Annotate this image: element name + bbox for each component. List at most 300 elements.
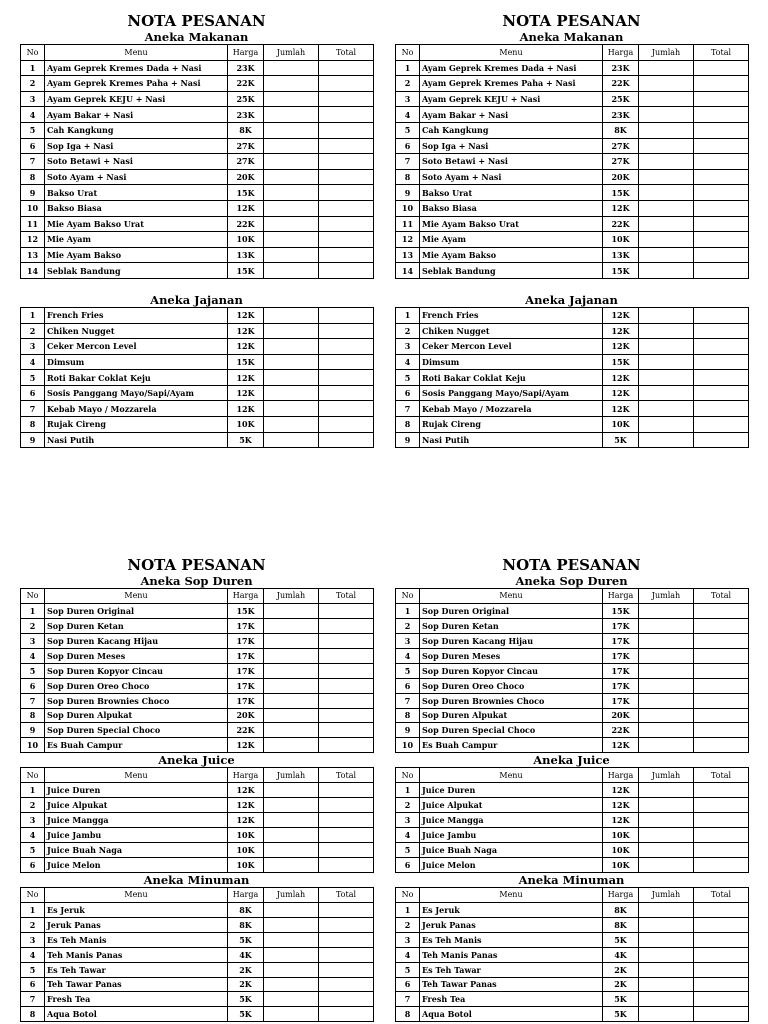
total-cell[interactable]: [319, 977, 374, 992]
quantity-cell[interactable]: [264, 91, 319, 107]
total-cell[interactable]: [694, 417, 749, 433]
form-title: NOTA PESANAN: [127, 12, 266, 30]
item-menu: Sop Iga + Nasi: [45, 138, 228, 154]
item-price: 2K: [228, 962, 264, 977]
total-cell[interactable]: [694, 232, 749, 248]
item-menu: Juice Duren: [420, 783, 603, 798]
item-price: 10K: [603, 828, 639, 843]
table-row: [396, 247, 749, 263]
quantity-cell[interactable]: [264, 663, 319, 678]
item-price: 13K: [603, 247, 639, 263]
total-cell[interactable]: [319, 370, 374, 386]
quantity-cell[interactable]: [264, 917, 319, 932]
total-cell[interactable]: [319, 263, 374, 279]
column-header-no: No: [396, 45, 420, 61]
item-menu: Sop Duren Original: [45, 603, 228, 618]
item-number: 10: [396, 200, 420, 216]
table-row: [21, 1007, 374, 1022]
quantity-cell[interactable]: [639, 216, 694, 232]
quantity-cell[interactable]: [639, 307, 694, 323]
total-cell[interactable]: [694, 385, 749, 401]
item-number: 7: [396, 693, 420, 708]
column-header-total: Total: [694, 887, 749, 902]
item-menu: Teh Manis Panas: [420, 947, 603, 962]
item-menu: Es Teh Manis: [420, 932, 603, 947]
item-price: 12K: [228, 738, 264, 753]
total-cell[interactable]: [694, 1007, 749, 1022]
total-cell[interactable]: [319, 902, 374, 917]
item-price: 15K: [603, 603, 639, 618]
total-cell[interactable]: [319, 708, 374, 723]
table-row: [396, 992, 749, 1007]
total-cell[interactable]: [694, 323, 749, 339]
item-price: 8K: [603, 122, 639, 138]
item-menu: Mie Ayam: [420, 232, 603, 248]
quantity-cell[interactable]: [264, 401, 319, 417]
quantity-cell[interactable]: [264, 169, 319, 185]
total-cell[interactable]: [319, 663, 374, 678]
quantity-cell[interactable]: [639, 708, 694, 723]
total-cell[interactable]: [319, 107, 374, 123]
table-row: [21, 783, 374, 798]
total-cell[interactable]: [694, 902, 749, 917]
quantity-cell[interactable]: [639, 678, 694, 693]
total-cell[interactable]: [694, 169, 749, 185]
total-cell[interactable]: [319, 401, 374, 417]
table-row: [396, 843, 749, 858]
quantity-cell[interactable]: [264, 354, 319, 370]
total-cell[interactable]: [694, 370, 749, 386]
item-price: 10K: [228, 417, 264, 433]
item-number: 3: [21, 91, 45, 107]
total-cell[interactable]: [694, 216, 749, 232]
quantity-cell[interactable]: [264, 902, 319, 917]
quantity-cell[interactable]: [639, 138, 694, 154]
quantity-cell[interactable]: [639, 354, 694, 370]
quantity-cell[interactable]: [264, 947, 319, 962]
quantity-cell[interactable]: [639, 693, 694, 708]
column-header-jumlah: Jumlah: [639, 887, 694, 902]
quantity-cell[interactable]: [639, 432, 694, 448]
total-cell[interactable]: [694, 992, 749, 1007]
item-menu: Sop Duren Alpukat: [420, 708, 603, 723]
item-number: 10: [21, 738, 45, 753]
table-row: [396, 432, 749, 448]
quantity-cell[interactable]: [264, 307, 319, 323]
total-cell[interactable]: [694, 813, 749, 828]
item-price: 12K: [603, 307, 639, 323]
item-price: 12K: [603, 401, 639, 417]
total-cell[interactable]: [319, 339, 374, 355]
item-price: 23K: [603, 107, 639, 123]
total-cell[interactable]: [319, 633, 374, 648]
quantity-cell[interactable]: [264, 932, 319, 947]
table-row: [21, 60, 374, 76]
menu-table: [395, 767, 749, 873]
item-number: 10: [396, 738, 420, 753]
total-cell[interactable]: [319, 1007, 374, 1022]
item-number: 13: [21, 247, 45, 263]
item-number: 8: [396, 417, 420, 433]
total-cell[interactable]: [319, 138, 374, 154]
item-number: 1: [21, 603, 45, 618]
quantity-cell[interactable]: [264, 200, 319, 216]
header-row: [396, 589, 749, 604]
form-title: NOTA PESANAN: [127, 556, 266, 574]
total-cell[interactable]: [694, 977, 749, 992]
total-cell[interactable]: [694, 354, 749, 370]
item-number: 7: [21, 154, 45, 170]
item-price: 17K: [228, 633, 264, 648]
quantity-cell[interactable]: [639, 76, 694, 92]
total-cell[interactable]: [694, 60, 749, 76]
quantity-cell[interactable]: [264, 843, 319, 858]
quantity-cell[interactable]: [639, 977, 694, 992]
item-number: 9: [396, 432, 420, 448]
quantity-cell[interactable]: [264, 977, 319, 992]
quantity-cell[interactable]: [639, 603, 694, 618]
total-cell[interactable]: [319, 813, 374, 828]
total-cell[interactable]: [694, 798, 749, 813]
item-price: 8K: [228, 917, 264, 932]
item-number: 8: [21, 169, 45, 185]
quantity-cell[interactable]: [639, 633, 694, 648]
total-cell[interactable]: [319, 169, 374, 185]
total-cell[interactable]: [319, 247, 374, 263]
quantity-cell[interactable]: [639, 60, 694, 76]
total-cell[interactable]: [694, 618, 749, 633]
total-cell[interactable]: [319, 618, 374, 633]
item-menu: Bakso Urat: [420, 185, 603, 201]
total-cell[interactable]: [694, 603, 749, 618]
total-cell[interactable]: [694, 783, 749, 798]
column-header-total: Total: [694, 589, 749, 604]
quantity-cell[interactable]: [264, 738, 319, 753]
quantity-cell[interactable]: [264, 232, 319, 248]
total-cell[interactable]: [319, 432, 374, 448]
total-cell[interactable]: [694, 962, 749, 977]
total-cell[interactable]: [694, 185, 749, 201]
total-cell[interactable]: [319, 798, 374, 813]
quantity-cell[interactable]: [264, 339, 319, 355]
table-row: [396, 663, 749, 678]
total-cell[interactable]: [694, 76, 749, 92]
total-cell[interactable]: [319, 603, 374, 618]
quantity-cell[interactable]: [639, 323, 694, 339]
item-price: 22K: [603, 76, 639, 92]
item-menu: Teh Tawar Panas: [420, 977, 603, 992]
item-menu: Es Teh Tawar: [420, 962, 603, 977]
quantity-cell[interactable]: [639, 232, 694, 248]
quantity-cell[interactable]: [639, 857, 694, 872]
quantity-cell[interactable]: [264, 603, 319, 618]
quantity-cell[interactable]: [639, 738, 694, 753]
table-row: [396, 385, 749, 401]
total-cell[interactable]: [694, 648, 749, 663]
quantity-cell[interactable]: [639, 91, 694, 107]
quantity-cell[interactable]: [639, 1007, 694, 1022]
table-row: [396, 798, 749, 813]
table-row: [21, 200, 374, 216]
total-cell[interactable]: [319, 962, 374, 977]
quantity-cell[interactable]: [264, 723, 319, 738]
quantity-cell[interactable]: [639, 370, 694, 386]
quantity-cell[interactable]: [264, 992, 319, 1007]
item-number: 5: [396, 122, 420, 138]
quantity-cell[interactable]: [264, 138, 319, 154]
column-header-menu: Menu: [420, 887, 603, 902]
item-number: 3: [396, 932, 420, 947]
item-price: 5K: [603, 932, 639, 947]
quantity-cell[interactable]: [264, 247, 319, 263]
total-cell[interactable]: [694, 107, 749, 123]
table-row: [396, 618, 749, 633]
item-price: 12K: [603, 339, 639, 355]
total-cell[interactable]: [319, 917, 374, 932]
quantity-cell[interactable]: [264, 385, 319, 401]
quantity-cell[interactable]: [639, 247, 694, 263]
table-row: [396, 962, 749, 977]
total-cell[interactable]: [319, 992, 374, 1007]
total-cell[interactable]: [694, 138, 749, 154]
item-price: 17K: [228, 648, 264, 663]
menu-table: [395, 44, 749, 279]
quantity-cell[interactable]: [264, 216, 319, 232]
column-header-total: Total: [694, 768, 749, 783]
column-header-jumlah: Jumlah: [264, 768, 319, 783]
total-cell[interactable]: [319, 723, 374, 738]
total-cell[interactable]: [694, 401, 749, 417]
item-price: 15K: [228, 603, 264, 618]
quantity-cell[interactable]: [639, 107, 694, 123]
item-price: 15K: [228, 263, 264, 279]
quantity-cell[interactable]: [264, 263, 319, 279]
total-cell[interactable]: [319, 154, 374, 170]
quantity-cell[interactable]: [639, 169, 694, 185]
total-cell[interactable]: [319, 200, 374, 216]
total-cell[interactable]: [319, 678, 374, 693]
quantity-cell[interactable]: [639, 902, 694, 917]
item-price: 17K: [603, 633, 639, 648]
item-menu: Teh Manis Panas: [45, 947, 228, 962]
total-cell[interactable]: [694, 693, 749, 708]
quantity-cell[interactable]: [264, 1007, 319, 1022]
total-cell[interactable]: [694, 633, 749, 648]
quantity-cell[interactable]: [639, 798, 694, 813]
quantity-cell[interactable]: [264, 813, 319, 828]
item-price: 12K: [228, 783, 264, 798]
quantity-cell[interactable]: [639, 385, 694, 401]
item-number: 6: [396, 138, 420, 154]
total-cell[interactable]: [319, 232, 374, 248]
quantity-cell[interactable]: [264, 107, 319, 123]
total-cell[interactable]: [694, 738, 749, 753]
total-cell[interactable]: [694, 339, 749, 355]
table-row: [21, 798, 374, 813]
item-number: 1: [396, 783, 420, 798]
quantity-cell[interactable]: [639, 618, 694, 633]
total-cell[interactable]: [694, 843, 749, 858]
quantity-cell[interactable]: [264, 618, 319, 633]
item-number: 1: [21, 60, 45, 76]
section-title: Aneka Makanan: [519, 30, 624, 44]
total-cell[interactable]: [319, 354, 374, 370]
total-cell[interactable]: [694, 708, 749, 723]
item-menu: French Fries: [420, 307, 603, 323]
column-header-harga: Harga: [228, 45, 264, 61]
item-price: 10K: [228, 828, 264, 843]
table-row: [21, 932, 374, 947]
table-row: [396, 154, 749, 170]
column-header-total: Total: [319, 768, 374, 783]
total-cell[interactable]: [319, 60, 374, 76]
total-cell[interactable]: [319, 857, 374, 872]
total-cell[interactable]: [319, 307, 374, 323]
quantity-cell[interactable]: [639, 648, 694, 663]
quantity-cell[interactable]: [639, 417, 694, 433]
quantity-cell[interactable]: [264, 60, 319, 76]
item-menu: Sop Duren Alpukat: [45, 708, 228, 723]
total-cell[interactable]: [319, 91, 374, 107]
quantity-cell[interactable]: [639, 917, 694, 932]
quantity-cell[interactable]: [264, 154, 319, 170]
quantity-cell[interactable]: [264, 783, 319, 798]
total-cell[interactable]: [319, 783, 374, 798]
quantity-cell[interactable]: [639, 843, 694, 858]
item-price: 12K: [228, 307, 264, 323]
total-cell[interactable]: [319, 843, 374, 858]
total-cell[interactable]: [694, 247, 749, 263]
quantity-cell[interactable]: [264, 185, 319, 201]
quantity-cell[interactable]: [639, 663, 694, 678]
item-number: 9: [21, 723, 45, 738]
item-price: 15K: [603, 263, 639, 279]
total-cell[interactable]: [694, 828, 749, 843]
item-number: 2: [396, 798, 420, 813]
item-number: 14: [21, 263, 45, 279]
total-cell[interactable]: [694, 154, 749, 170]
total-cell[interactable]: [694, 663, 749, 678]
quantity-cell[interactable]: [264, 798, 319, 813]
quantity-cell[interactable]: [264, 678, 319, 693]
total-cell[interactable]: [319, 417, 374, 433]
total-cell[interactable]: [694, 947, 749, 962]
total-cell[interactable]: [694, 91, 749, 107]
quantity-cell[interactable]: [639, 828, 694, 843]
quantity-cell[interactable]: [264, 76, 319, 92]
item-number: 4: [21, 107, 45, 123]
item-menu: Jeruk Panas: [420, 917, 603, 932]
total-cell[interactable]: [694, 263, 749, 279]
total-cell[interactable]: [319, 216, 374, 232]
item-number: 1: [21, 902, 45, 917]
quantity-cell[interactable]: [639, 783, 694, 798]
total-cell[interactable]: [319, 648, 374, 663]
item-price: 20K: [603, 169, 639, 185]
item-menu: Es Jeruk: [45, 902, 228, 917]
column-header-jumlah: Jumlah: [264, 45, 319, 61]
item-menu: Fresh Tea: [45, 992, 228, 1007]
column-header-harga: Harga: [603, 45, 639, 61]
quantity-cell[interactable]: [264, 323, 319, 339]
total-cell[interactable]: [694, 122, 749, 138]
total-cell[interactable]: [694, 857, 749, 872]
quantity-cell[interactable]: [264, 432, 319, 448]
form-title: NOTA PESANAN: [502, 12, 641, 30]
table-row: [396, 307, 749, 323]
quantity-cell[interactable]: [264, 708, 319, 723]
item-number: 5: [396, 370, 420, 386]
item-number: 4: [21, 354, 45, 370]
total-cell[interactable]: [694, 723, 749, 738]
quantity-cell[interactable]: [264, 370, 319, 386]
total-cell[interactable]: [319, 185, 374, 201]
total-cell[interactable]: [694, 678, 749, 693]
quantity-cell[interactable]: [639, 992, 694, 1007]
total-cell[interactable]: [694, 432, 749, 448]
quantity-cell[interactable]: [639, 401, 694, 417]
quantity-cell[interactable]: [639, 185, 694, 201]
quantity-cell[interactable]: [639, 200, 694, 216]
column-header-no: No: [21, 45, 45, 61]
total-cell[interactable]: [319, 323, 374, 339]
quantity-cell[interactable]: [639, 339, 694, 355]
total-cell[interactable]: [319, 385, 374, 401]
total-cell[interactable]: [319, 693, 374, 708]
item-menu: Sop Duren Brownies Choco: [420, 693, 603, 708]
total-cell[interactable]: [319, 932, 374, 947]
table-row: [396, 932, 749, 947]
quantity-cell[interactable]: [264, 857, 319, 872]
item-menu: Seblak Bandung: [420, 263, 603, 279]
quantity-cell[interactable]: [264, 648, 319, 663]
item-number: 9: [396, 185, 420, 201]
item-number: 4: [396, 648, 420, 663]
quantity-cell[interactable]: [264, 693, 319, 708]
quantity-cell[interactable]: [264, 828, 319, 843]
total-cell[interactable]: [694, 307, 749, 323]
item-menu: Sop Duren Meses: [45, 648, 228, 663]
quantity-cell[interactable]: [639, 154, 694, 170]
total-cell[interactable]: [694, 200, 749, 216]
quantity-cell[interactable]: [264, 417, 319, 433]
item-price: 10K: [603, 232, 639, 248]
item-number: 5: [21, 122, 45, 138]
table-row: [396, 417, 749, 433]
total-cell[interactable]: [319, 738, 374, 753]
item-menu: Sop Duren Special Choco: [45, 723, 228, 738]
total-cell[interactable]: [694, 917, 749, 932]
quantity-cell[interactable]: [639, 263, 694, 279]
quantity-cell[interactable]: [639, 932, 694, 947]
quantity-cell[interactable]: [639, 723, 694, 738]
quantity-cell[interactable]: [264, 633, 319, 648]
total-cell[interactable]: [694, 932, 749, 947]
quantity-cell[interactable]: [264, 962, 319, 977]
total-cell[interactable]: [319, 828, 374, 843]
quantity-cell[interactable]: [639, 962, 694, 977]
item-number: 9: [21, 185, 45, 201]
total-cell[interactable]: [319, 947, 374, 962]
total-cell[interactable]: [319, 76, 374, 92]
total-cell[interactable]: [319, 122, 374, 138]
item-number: 6: [396, 678, 420, 693]
quantity-cell[interactable]: [639, 947, 694, 962]
quantity-cell[interactable]: [264, 122, 319, 138]
quantity-cell[interactable]: [639, 813, 694, 828]
quantity-cell[interactable]: [639, 122, 694, 138]
item-menu: Sop Duren Original: [420, 603, 603, 618]
